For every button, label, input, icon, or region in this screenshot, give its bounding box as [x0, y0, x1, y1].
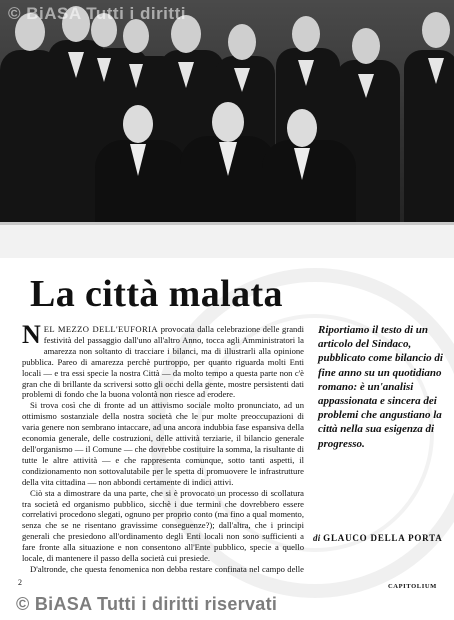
watermark-top: © BiASA Tutti i diritti — [8, 4, 186, 23]
drop-cap: N — [22, 324, 41, 349]
author-name: GLAUCO DELLA PORTA — [323, 533, 443, 543]
publication-name: CAPITOLIUM — [388, 583, 437, 590]
group-photo — [0, 0, 454, 258]
watermark-bottom: © BiASA Tutti i diritti riservati — [16, 594, 278, 614]
article-paragraph-2: Si trova così che di fronte ad un attivismo sociale molto pronunciato, ad un ottimismo sostanziale della nostra società che le pur molte preoccupazioni di varia genere non sembrano intaccare, ad una ancora indubbia fase espansiva della economia generale, delle costruzioni, delle attività terziarie, il bilancio generale dell'organismo — il Comune — che dovrebbe costituire la somma, la risultante di tutte le altre attività — e che rappresenta comunque, sotto tanti aspetti, il condizionamento non sottovalutabile per le spetta di promuovere le infrastrutture della vita cittadina — non abbondi certamente di indici attivi. — [22, 400, 304, 487]
byline-prefix: di — [313, 533, 321, 543]
article-headline: La città malata — [30, 273, 283, 315]
sidebar-intro: Riportiamo il testo di un articolo del Sindaco, pubblicato come bilancio di fine anno su un quotidiano romano: è un'analisi appassionata e sincera dei problemi che angustiano la città nella sua esigenza di progresso. — [318, 324, 443, 450]
article-paragraph-1 — [22, 324, 304, 400]
lead-small-caps: EL MEZZO DELL'EUFORIA — [43, 324, 159, 334]
article-paragraph-4: D'altronde, che questa fenomenica non debba restare confinata nel campo delle — [30, 563, 304, 574]
byline — [313, 533, 443, 543]
photo-people-illustration — [0, 0, 454, 258]
article-paragraph-3: Ciò sta a dimostrare da una parte, che si è provocato un processo di scollatura tra società ed organismo pubblico, sicchè i due termini che dovrebbero essere correlativi procedono slegati, ognuno per proprio conto (ma fino a qual momento, senza che se ne risentano gravissime conseguenze?); dall'altra, che i principi generali che presiedono all'ordinamento degli Enti locali non sono sufficienti a fare fronte alla situazione e non consentono all'Ente pubblico, specie a quello locale, di mantenere il passo della società cui presiede. — [22, 487, 304, 564]
paragraph-text: provocata dalla celebrazione delle grandi festività del passaggio dall'uno all'altro Anno, tocca agli Amministratori la amarezza non soltanto di tracciare i bilanci, ma di illustrarli alla opinione pubblica. Pareo di amarezza perchè purtroppo, per quanto riguarda molti Enti locali — e tra essi specie la nostra Città — da molto tempo a questa parte non c'è gran che di brillante da scriversi sotto gli occhi della gente, mostre persistenti dati problemi di fondo che la buona volontà non riesce ad erodere. — [22, 324, 304, 400]
article-body — [22, 324, 304, 576]
page-number: 2 — [18, 578, 22, 587]
